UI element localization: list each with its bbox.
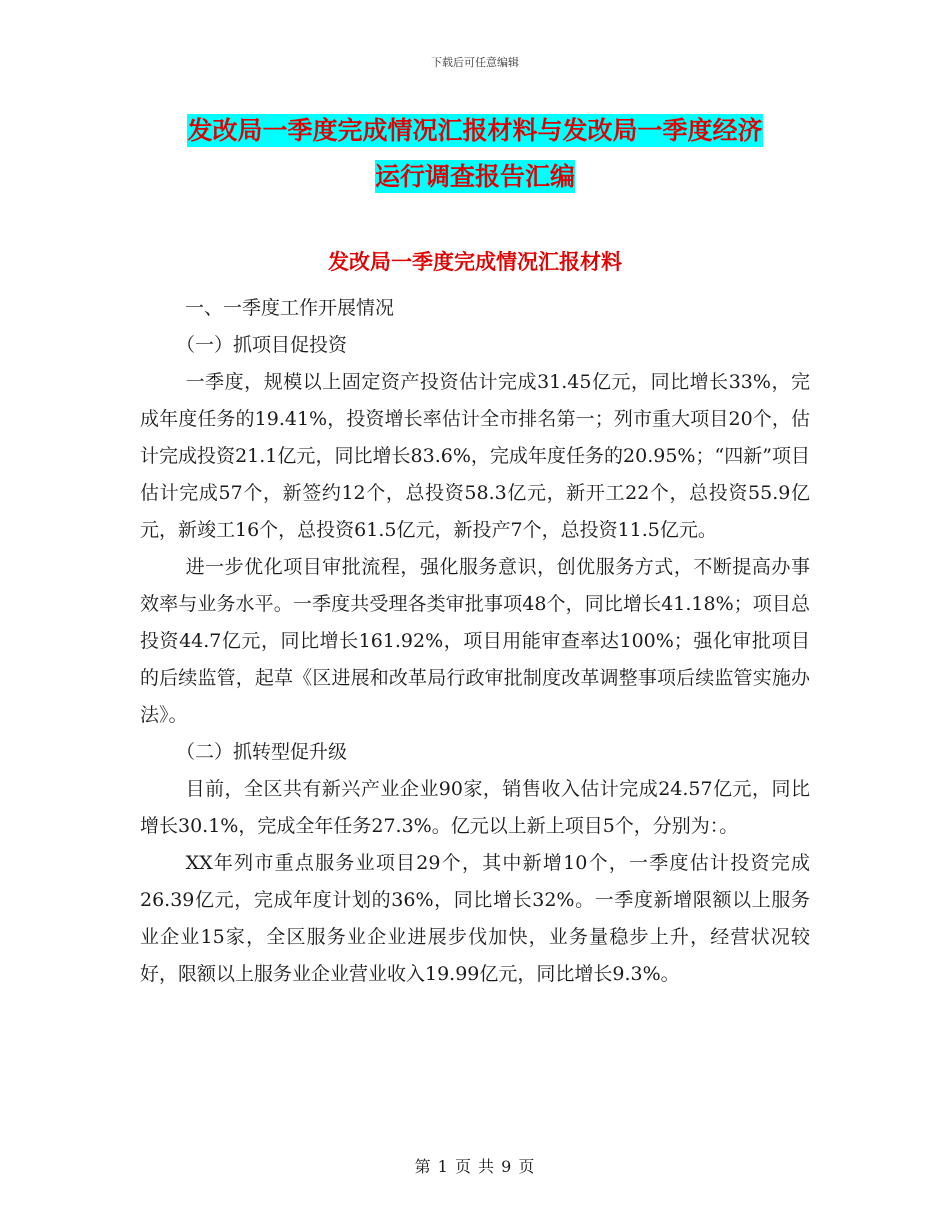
- page-footer: 第 1 页 共 9 页: [414, 1157, 536, 1176]
- header-note: 下载后可任意编辑: [431, 56, 519, 69]
- document-title: [140, 108, 810, 200]
- title-line-2: 运行调查报告汇编: [374, 162, 575, 191]
- paragraph-4: XX年列市重点服务业项目29个，其中新增10个，一季度估计投资完成26.39亿元，完成年度计划的36%，同比增长32%。一季度新增限额以上服务业企业15家，全区服务业企业进展步伐加快，业务量稳步上升，经营状况较好，限额以上服务业企业营业收入19.99亿元，同比增长9.3%。: [140, 852, 810, 985]
- paragraph-2: 进一步优化项目审批流程，强化服务意识，创优服务方式，不断提高办事效率与业务水平。一季度共受理各类审批事项48个，同比增长41.18%；项目总投资44.7亿元，同比增长161.92%，项目用能审查率达100%；强化审批项目的后续监管，起草《区进展和改革局行政审批制度改革调整事项后续监管实施办法》。: [140, 556, 810, 726]
- document-body: [140, 290, 810, 993]
- subheading-1: （一）抓项目促投资: [176, 334, 348, 356]
- section-title: 发改局一季度完成情况汇报材料: [328, 250, 622, 274]
- title-line-1: 发改局一季度完成情况汇报材料与发改局一季度经济: [187, 116, 763, 145]
- paragraph-3: 目前，全区共有新兴产业企业90家，销售收入估计完成24.57亿元，同比增长30.1%，完成全年任务27.3%。亿元以上新上项目5个，分别为：。: [140, 778, 810, 837]
- paragraph-1: 一季度，规模以上固定资产投资估计完成31.45亿元，同比增长33%，完成年度任务的19.41%，投资增长率估计全市排名第一；列市重大项目20个，估计完成投资21.1亿元，同比增长83.6%，完成年度任务的20.95%；“四新”项目估计完成57个，新签约12个，总投资58.3亿元，新开工22个，总投资55.9亿元，新竣工16个，总投资61.5亿元，新投产7个，总投资11.5亿元。: [140, 371, 810, 541]
- subheading-2: （二）抓转型促升级: [176, 741, 348, 763]
- heading-1: 一、一季度工作开展情况: [185, 297, 395, 319]
